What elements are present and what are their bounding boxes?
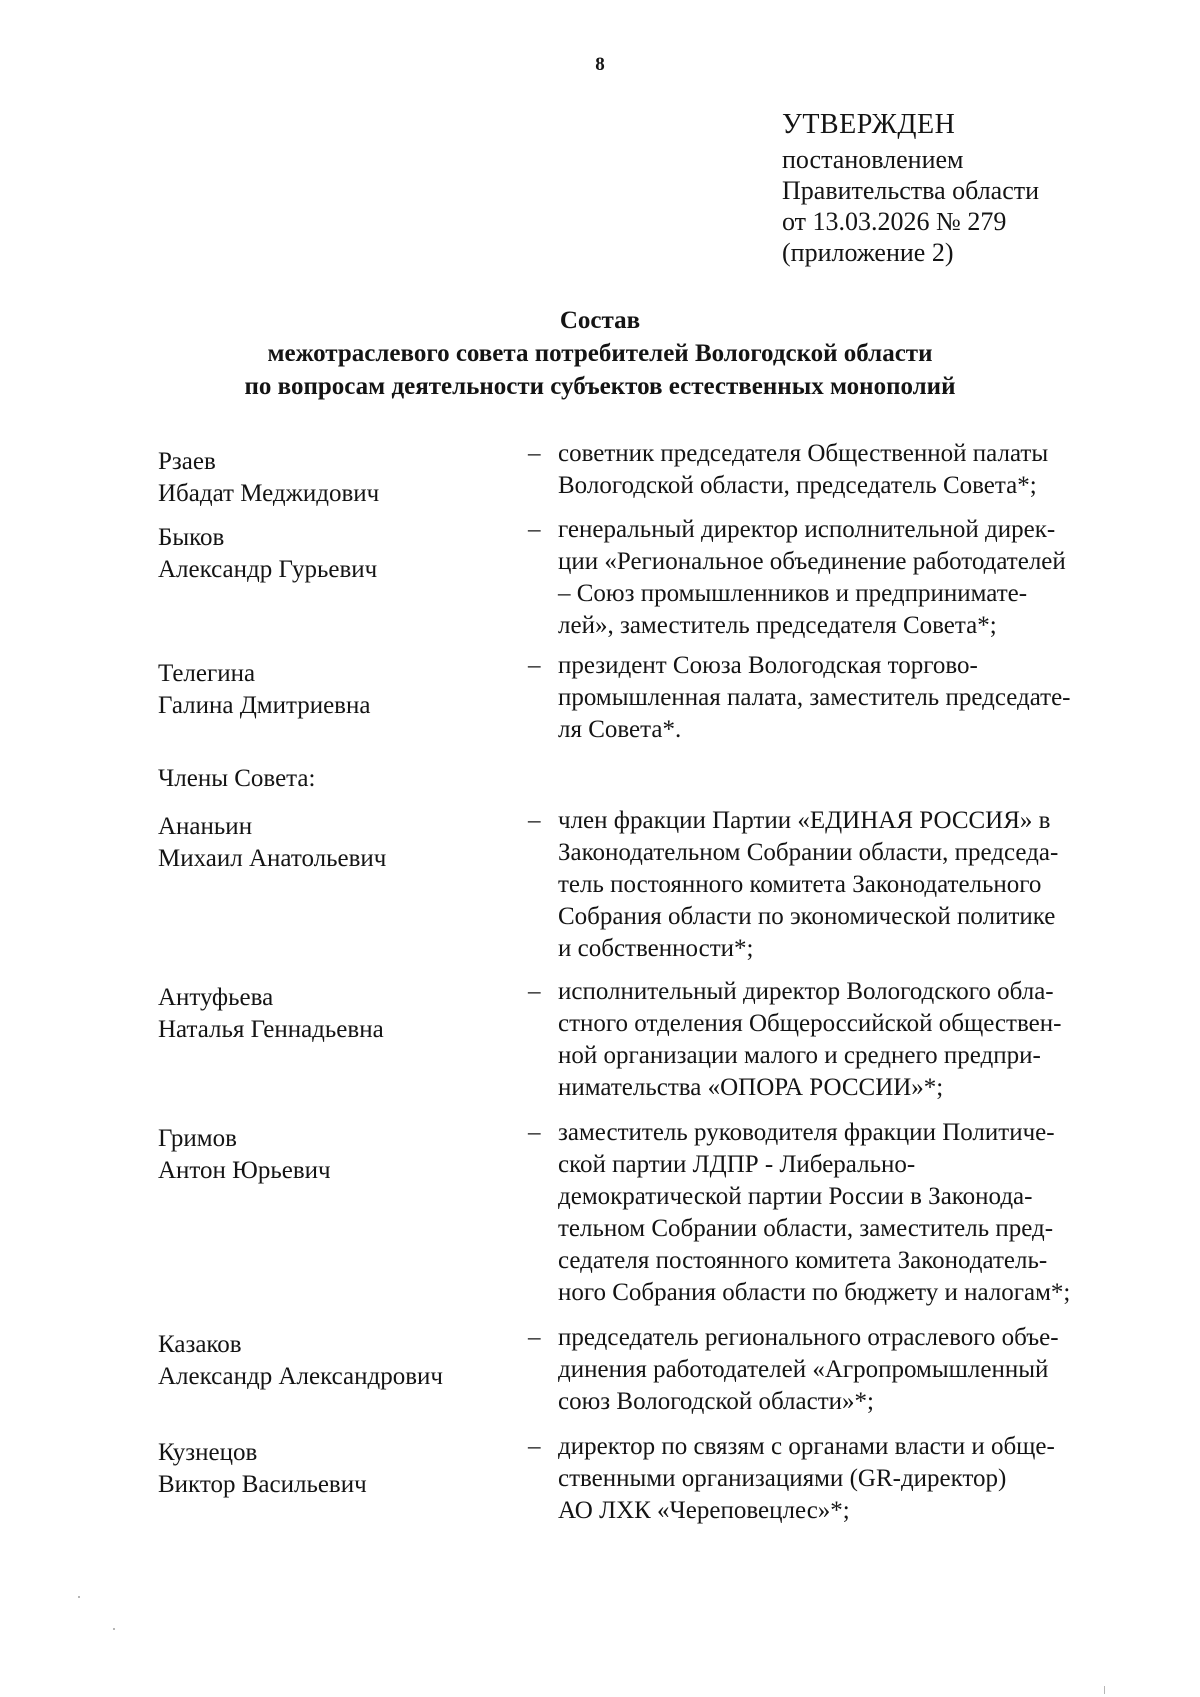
page-number: 8 (595, 54, 605, 75)
member-role (558, 805, 1158, 965)
dash-separator: – (528, 1119, 541, 1146)
member-given-names: Галина Дмитриевна (158, 692, 371, 719)
member-surname: Быков (158, 524, 225, 551)
role-line: лей», заместитель председателя Совета*; (558, 612, 997, 639)
approval-line: (приложение 2) (782, 238, 954, 267)
member-role (558, 976, 1158, 1104)
dash-separator: – (528, 440, 541, 467)
member-role (558, 1431, 1158, 1527)
member-given-names: Виктор Васильевич (158, 1471, 367, 1498)
member-given-names: Ибадат Меджидович (158, 480, 380, 507)
member-role (558, 1322, 1158, 1418)
role-line: демократической партии России в Законода- (558, 1183, 1033, 1210)
member-surname: Телегина (158, 660, 256, 687)
member-name (158, 446, 518, 510)
member-name (158, 811, 518, 875)
member-surname: Кузнецов (158, 1439, 258, 1466)
role-line: Собрания области по экономической политике (558, 903, 1056, 930)
dash-separator: – (528, 516, 541, 543)
role-line: президент Союза Вологодская торгово- (558, 652, 978, 679)
dash-separator: – (528, 1433, 541, 1460)
member-surname: Антуфьева (158, 984, 274, 1011)
member-name (158, 1123, 518, 1187)
role-line: – Союз промышленников и предпринимате- (558, 580, 1028, 607)
scan-speck (113, 1628, 115, 1630)
member-surname: Ананьин (158, 813, 253, 840)
role-line: АО ЛХК «Череповецлес»*; (558, 1497, 850, 1524)
role-line: и собственности*; (558, 935, 754, 962)
role-line: тельном Собрании области, заместитель пред- (558, 1215, 1054, 1242)
member-surname: Казаков (158, 1331, 242, 1358)
role-line: исполнительный директор Вологодского обла- (558, 978, 1054, 1005)
approval-line: постановлением (782, 145, 964, 174)
member-role (558, 438, 1158, 502)
role-line: седателя постоянного комитета Законодатель- (558, 1247, 1048, 1274)
dash-separator: – (528, 978, 541, 1005)
dash-separator: – (528, 807, 541, 834)
approval-stamp-block (782, 108, 1039, 268)
role-line: промышленная палата, заместитель председате- (558, 684, 1071, 711)
member-given-names: Михаил Анатольевич (158, 845, 387, 872)
scan-speck (1104, 1686, 1105, 1694)
scan-speck (78, 1596, 80, 1598)
role-line: ской партии ЛДПР - Либерально- (558, 1151, 916, 1178)
member-name (158, 522, 518, 586)
approval-line: Правительства области (782, 176, 1040, 205)
role-line: тель постоянного комитета Законодательного (558, 871, 1042, 898)
member-role (558, 1117, 1158, 1309)
title-line: по вопросам деятельности субъектов естественных монополий (244, 373, 956, 400)
approved-heading: УТВЕРЖДЕН (782, 109, 956, 140)
role-line: ции «Региональное объединение работодателей (558, 548, 1066, 575)
member-surname: Гримов (158, 1125, 237, 1152)
role-line: ного Собрания области по бюджету и налогам*; (558, 1279, 1071, 1306)
role-line: нимательства «ОПОРА РОССИИ»*; (558, 1074, 944, 1101)
title-line: Состав (559, 307, 641, 334)
role-line: ля Совета*. (558, 716, 682, 743)
role-line: Вологодской области, председатель Совета*; (558, 472, 1037, 499)
member-name (158, 1437, 518, 1501)
member-given-names: Александр Гурьевич (158, 556, 378, 583)
member-name (158, 658, 518, 722)
role-line: ной организации малого и среднего предпри- (558, 1042, 1041, 1069)
role-line: председатель регионального отраслевого объе- (558, 1324, 1059, 1351)
role-line: стного отделения Общероссийской обществен- (558, 1010, 1062, 1037)
role-line: союз Вологодской области»*; (558, 1388, 874, 1415)
role-line: ственными организациями (GR-директор) (558, 1465, 1007, 1492)
role-line: генеральный директор исполнительной дирек- (558, 516, 1056, 543)
member-given-names: Антон Юрьевич (158, 1157, 331, 1184)
role-line: директор по связям с органами власти и обще- (558, 1433, 1055, 1460)
document-title (0, 304, 1200, 403)
approval-line: от 13.03.2026 № 279 (782, 207, 1007, 236)
member-surname: Рзаев (158, 448, 216, 475)
members-heading: Члены Совета: (158, 765, 316, 792)
member-given-names: Александр Александрович (158, 1363, 443, 1390)
dash-separator: – (528, 1324, 541, 1351)
member-given-names: Наталья Геннадьевна (158, 1016, 384, 1043)
member-role (558, 650, 1158, 746)
member-name (158, 1329, 518, 1393)
member-role (558, 514, 1158, 642)
member-name (158, 982, 518, 1046)
role-line: советник председателя Общественной палаты (558, 440, 1049, 467)
role-line: динения работодателей «Агропромышленный (558, 1356, 1049, 1383)
role-line: заместитель руководителя фракции Политиче- (558, 1119, 1055, 1146)
role-line: Законодательном Собрании области, председа- (558, 839, 1059, 866)
title-line: межотраслевого совета потребителей Вологодской области (267, 340, 933, 367)
dash-separator: – (528, 652, 541, 679)
role-line: член фракции Партии «ЕДИНАЯ РОССИЯ» в (558, 807, 1051, 834)
